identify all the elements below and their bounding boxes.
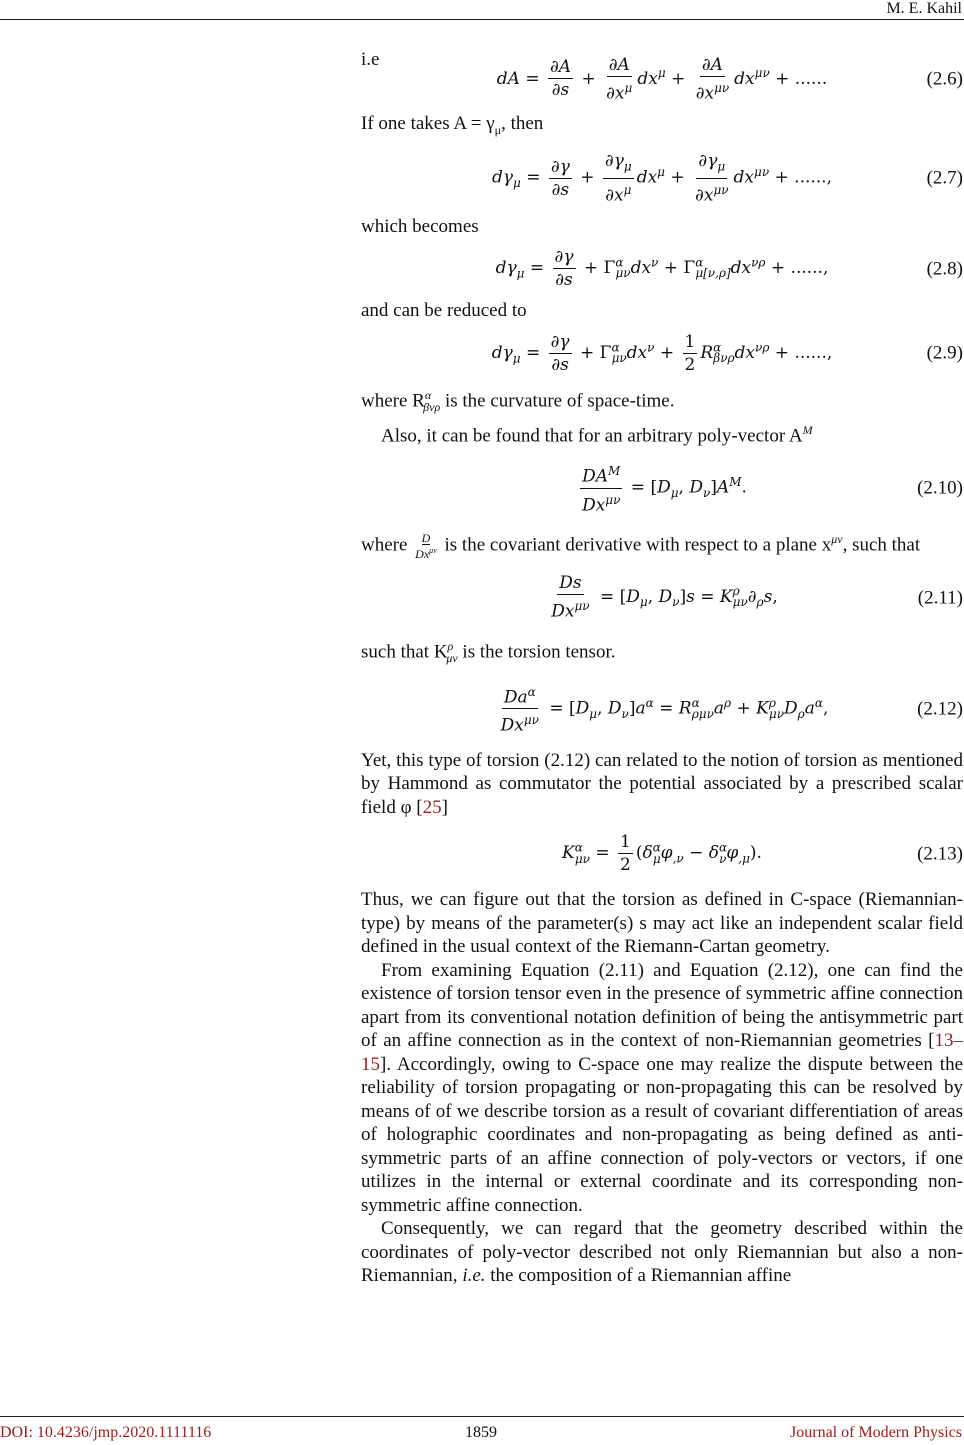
paragraph: where $R^\alpha_{\beta\nu\rho}$ is the curvature of space-time.	[361, 387, 675, 414]
paragraph: If one takes $A = \gamma_\mu$, then	[361, 113, 544, 137]
page-number: 1859	[465, 1424, 497, 1441]
equation-2-13: $K^\alpha_{\mu\nu}$ = $\frac{1}{2}$ $(\delta^\alpha_\mu\varphi_{,\nu} - \delta^\alpha_\nu\varphi_{,\mu})$. (2.13)	[562, 832, 963, 876]
citation-link[interactable]: 13–15	[361, 1030, 963, 1075]
paragraph: Thus, we can figure out that the torsion as defined in C-space (Riemannian-type) by means of the parameter(s) s may act like an independent scalar field defined in the usual context of the Riemann-Cartan geometry.	[361, 889, 963, 958]
equation-number: (2.6)	[926, 68, 963, 90]
equation-number: (2.11)	[917, 586, 963, 608]
paragraph: Also, it can be found that for an arbitrary poly-vector $A^M$	[381, 423, 813, 447]
equation-number: (2.8)	[926, 257, 963, 279]
equation-2-10: $\frac{DA^M}{Dx^{\mu\nu}}$ = [$D_\mu$, $D_\nu]A^M$. (2.10)	[361, 460, 963, 516]
footer-rule	[0, 1416, 964, 1417]
equation-number: (2.7)	[926, 167, 963, 189]
equation-2-11: $\frac{Ds}{Dx^{\mu\nu}}$ = [$D_\mu$, $D_\nu]s = K^\rho_{\mu\nu}\partial_\rho s$, (2.11)	[551, 573, 963, 622]
equation-number: (2.13)	[917, 843, 963, 865]
header-rule	[0, 19, 964, 20]
equation-2-12: $\frac{Da^\alpha}{Dx^{\mu\nu}}$ = [$D_\mu$, $D_\nu]a^\alpha = R^\alpha_{\rho\mu\nu}a^\rho + K^\rho_{\mu\nu}D_\rho a^\alpha$, (2.12)	[361, 681, 963, 737]
paragraph: where $\frac{D}{Dx^{\mu\nu}}$ is the covariant derivative with respect to a plane $x^{\mu\nu}$, such that	[361, 531, 921, 562]
citation-link[interactable]: 25	[422, 796, 442, 818]
equation-number: (2.10)	[917, 477, 963, 499]
footer-journal-link[interactable]: Journal of Modern Physics	[790, 1424, 962, 1441]
equation-2-6: dA = $\frac{\partial A}{\partial s}$ + $\frac{\partial A}{\partial x^\mu}$ $dx^\mu$ + $\frac{\partial A}{\partial x^{\mu\nu}}$ $dx^{\mu\nu}$ + ...... (2.6)	[496, 54, 963, 104]
header-author: M. E. Kahil	[886, 0, 962, 17]
text-ie: i.e	[361, 49, 380, 70]
equation-2-9: $d\gamma_\mu$ = $\frac{\partial\gamma}{\partial s}$ + $\Gamma^\alpha_{\mu\nu}dx^\nu$ + $\frac{1}{2}$ $R^\alpha_{\beta\nu\rho}dx^{\nu\rho}$ + ......, (2.9)	[491, 331, 963, 375]
paragraph: From examining Equation (2.11) and Equation (2.12), one can find the existence of torsion tensor even in the presence of symmetric affine connection apart from its conventional notation definition of being the antisymmetric part of an affine connection as in the context of non-Riemannian geometries [13–15]. Accordingly, owing to C-space one may realize the dispute between the reliability of torsion propagating or non-propagating this can be resolved by means of of we describe torsion as a result of covariant differentiation of areas of holographic coordinates and non-propagating as being defined as anti-symmetric parts of an affine connection of poly-vectors or vectors, if one utilizes in the internal or external coordinate and its corresponding non-symmetric affine connection.	[361, 959, 963, 1216]
paragraph: which becomes	[361, 215, 479, 237]
paragraph: and can be reduced to	[361, 300, 527, 321]
equation-2-7: $d\gamma_\mu$ = $\frac{\partial\gamma}{\partial s}$ + $\frac{\partial\gamma_\mu}{\partial x^\mu}$ $dx^\mu$ + $\frac{\partial\gamma_\mu}{\partial x^{\mu\nu}}$ $dx^{\mu\nu}$ + ......, (2.7)	[491, 151, 963, 206]
paragraph: Consequently, we can regard that the geometry described within the coordinates of poly-vector described not only Riemannian but also a non-Riemannian, i.e. the composition of a Riemannian affine	[361, 1218, 963, 1287]
main-column	[361, 48, 963, 1288]
paragraph: Yet, this type of torsion (2.12) can related to the notion of torsion as mentioned by Hammond as commutator the potential associated by a prescribed scalar field φ [25]	[361, 749, 963, 818]
footer-doi-link[interactable]: DOI: 10.4236/jmp.2020.1111116	[0, 1424, 212, 1441]
equation-2-8: $d\gamma_\mu$ = $\frac{\partial\gamma}{\partial s}$ + $\Gamma^\alpha_{\mu\nu}dx^\nu + \Gamma^\alpha_{\mu[\nu,\rho]}dx^{\nu\rho}$ + ......, (2.8)	[495, 247, 963, 290]
paragraph: such that $K^\rho_{\mu\nu}$ is the torsion tensor.	[361, 638, 616, 666]
equation-number: (2.9)	[926, 342, 963, 364]
equation-number: (2.12)	[917, 697, 963, 719]
